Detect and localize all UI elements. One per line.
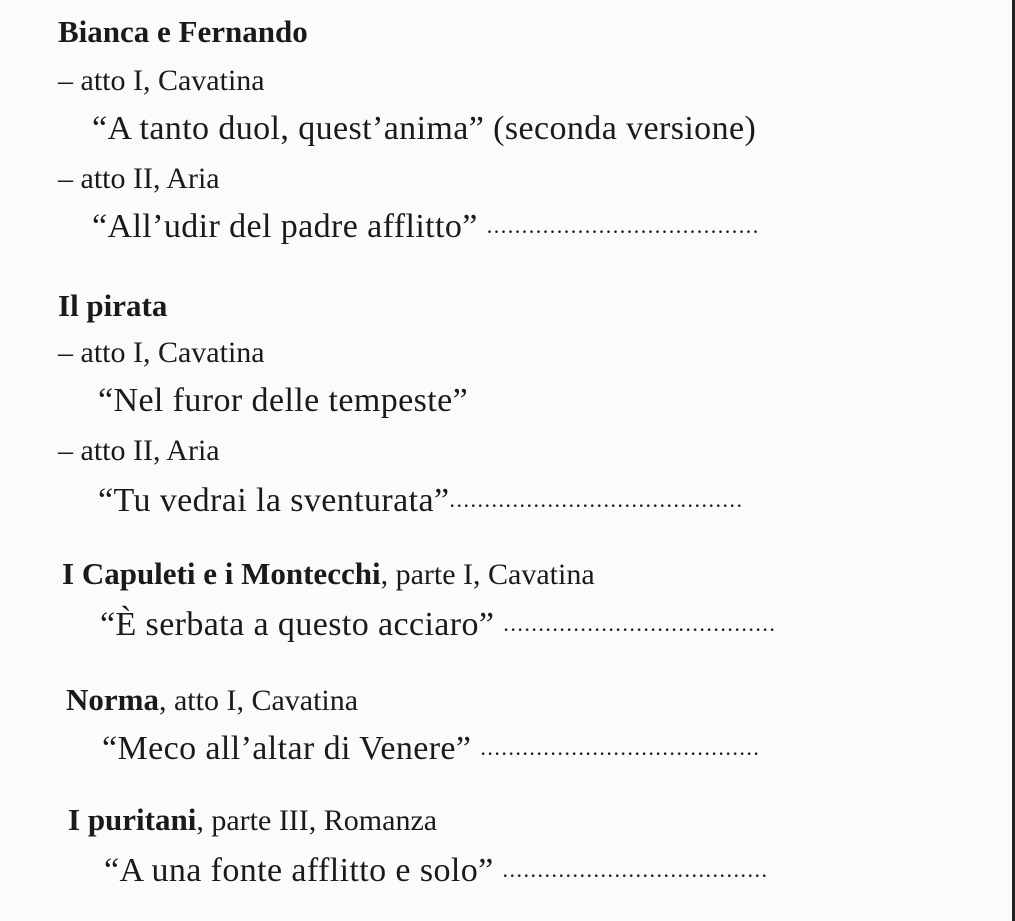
opera-title: Bianca e Fernando [58,14,308,49]
opera-title: I puritani [68,802,197,837]
section-label: – atto I, Cavatina [58,64,265,97]
opera-title: Il pirata [58,288,168,323]
opera-heading [66,684,358,716]
opera-detail: , parte I, Cavatina [380,558,595,591]
aria-quote: “Tu vedrai la sventurata” [98,482,450,519]
opera-heading [68,804,437,836]
leader-dots: ...................................... [502,859,769,881]
section-label: – atto II, Aria [58,434,220,467]
opera-title: I Capuleti e i Montecchi [62,556,381,591]
opera-detail: , parte III, Romanza [196,804,438,837]
opera-detail: , atto I, Cavatina [158,684,359,717]
aria-quote-row [102,732,760,766]
section-label: – atto II, Aria [58,162,220,195]
aria-quote-row [98,484,743,518]
aria-quote: “Meco all’altar di Venere” [102,730,472,767]
aria-quote-row [104,854,769,888]
leader-dots: ....................................... [503,613,777,635]
section-label: – atto I, Cavatina [58,336,265,369]
leader-dots: ........................................ [480,737,761,759]
aria-quote-row [92,210,760,244]
leader-dots: ....................................... [486,215,760,237]
leader-dots: .......................................... [449,489,744,511]
aria-quote: “Nel furor delle tempeste” [98,382,469,419]
aria-quote: “È serbata a questo acciaro” [100,606,495,643]
aria-quote: “A tanto duol, quest’anima” (seconda versione) [92,110,757,147]
aria-quote-row [100,608,776,642]
aria-quote: “A una fonte afflitto e solo” [104,852,494,889]
aria-quote: “All’udir del padre afflitto” [92,208,478,245]
opera-heading [62,558,595,590]
opera-title: Norma [66,682,159,717]
